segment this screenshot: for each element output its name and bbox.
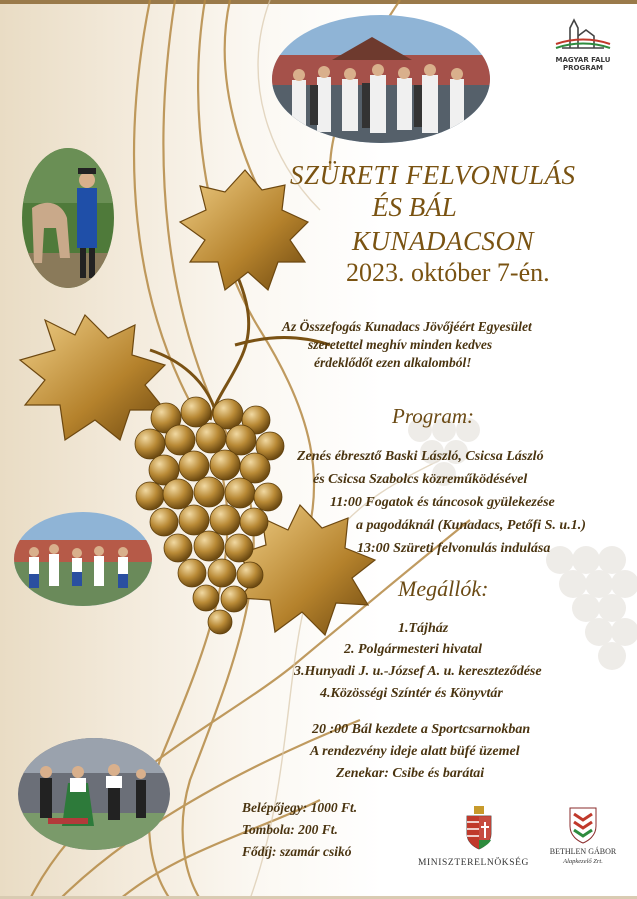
photo-parade-crowd <box>272 15 490 143</box>
title-line-1: SZÜRETI FELVONULÁS <box>290 160 576 190</box>
magyar-falu-program-logo <box>548 14 618 72</box>
tombola-price: Tombola: 200 Ft. <box>242 822 338 837</box>
title-line-2: ÉS BÁL <box>372 192 457 222</box>
entry-price: Belépőjegy: 1000 Ft. <box>242 800 358 815</box>
title-line-3: KUNADACSON <box>352 226 535 256</box>
stop-item: 3.Hunyadi J. u.-József A. u. kereszteződése <box>294 664 542 679</box>
program-line: a pagodáknál (Kunadacs, Petőfi S. u.1.) <box>356 518 586 533</box>
church-icon <box>548 14 618 52</box>
invitation-line-1: Az Összefogás Kunadacs Jövőjéért Egyesület <box>282 319 532 334</box>
stops-heading: Megállók: <box>398 576 489 601</box>
event-date: 2023. október 7-én. <box>346 258 550 287</box>
photo-folk-dance-hall <box>18 738 170 850</box>
photo-horse-rider <box>22 148 114 288</box>
logo-text-line2: PROGRAM <box>563 64 603 72</box>
invitation-line-2: szeretettel meghív minden kedves <box>308 337 493 352</box>
program-line: 11:00 Fogatok és táncosok gyülekezése <box>330 495 555 510</box>
bethlen-gabor-logo-text <box>548 847 618 867</box>
main-prize: Fődíj: szamár csikó <box>242 844 352 859</box>
hungarian-coat-of-arms-icon <box>464 806 494 850</box>
ball-start: 20 :00 Bál kezdete a Sportcsarnokban <box>312 722 531 737</box>
ministry-name: MINISZTERELNÖKSÉG <box>418 858 529 868</box>
band-info: Zenekar: Csibe és barátai <box>336 766 485 781</box>
bethlen-gabor-shield-icon <box>568 806 598 844</box>
program-heading: Program: <box>392 404 475 428</box>
bethlen-name: BETHLEN GÁBOR <box>549 847 617 856</box>
bethlen-sub: Alapkezelő Zrt. <box>563 858 603 865</box>
invitation-text <box>282 318 592 372</box>
program-line: Zenés ébresztő Baski László, Csicsa László <box>297 449 544 464</box>
program-line: és Csicsa Szabolcs közreműködésével <box>313 472 528 487</box>
photo-dancers <box>14 512 152 606</box>
stop-item: 1.Tájház <box>398 621 449 636</box>
stop-item: 2. Polgármesteri hivatal <box>344 642 483 657</box>
buffet-info: A rendezvény ideje alatt büfé üzemel <box>310 744 520 759</box>
logo-text-line1: MAGYAR FALU <box>555 56 611 64</box>
sponsor-logos <box>412 790 636 885</box>
program-line: 13:00 Szüreti felvonulás indulása <box>357 541 551 556</box>
invitation-line-3: érdeklődőt ezen alkalomból! <box>314 355 472 370</box>
stop-item: 4.Közösségi Színtér és Könyvtár <box>320 686 503 701</box>
